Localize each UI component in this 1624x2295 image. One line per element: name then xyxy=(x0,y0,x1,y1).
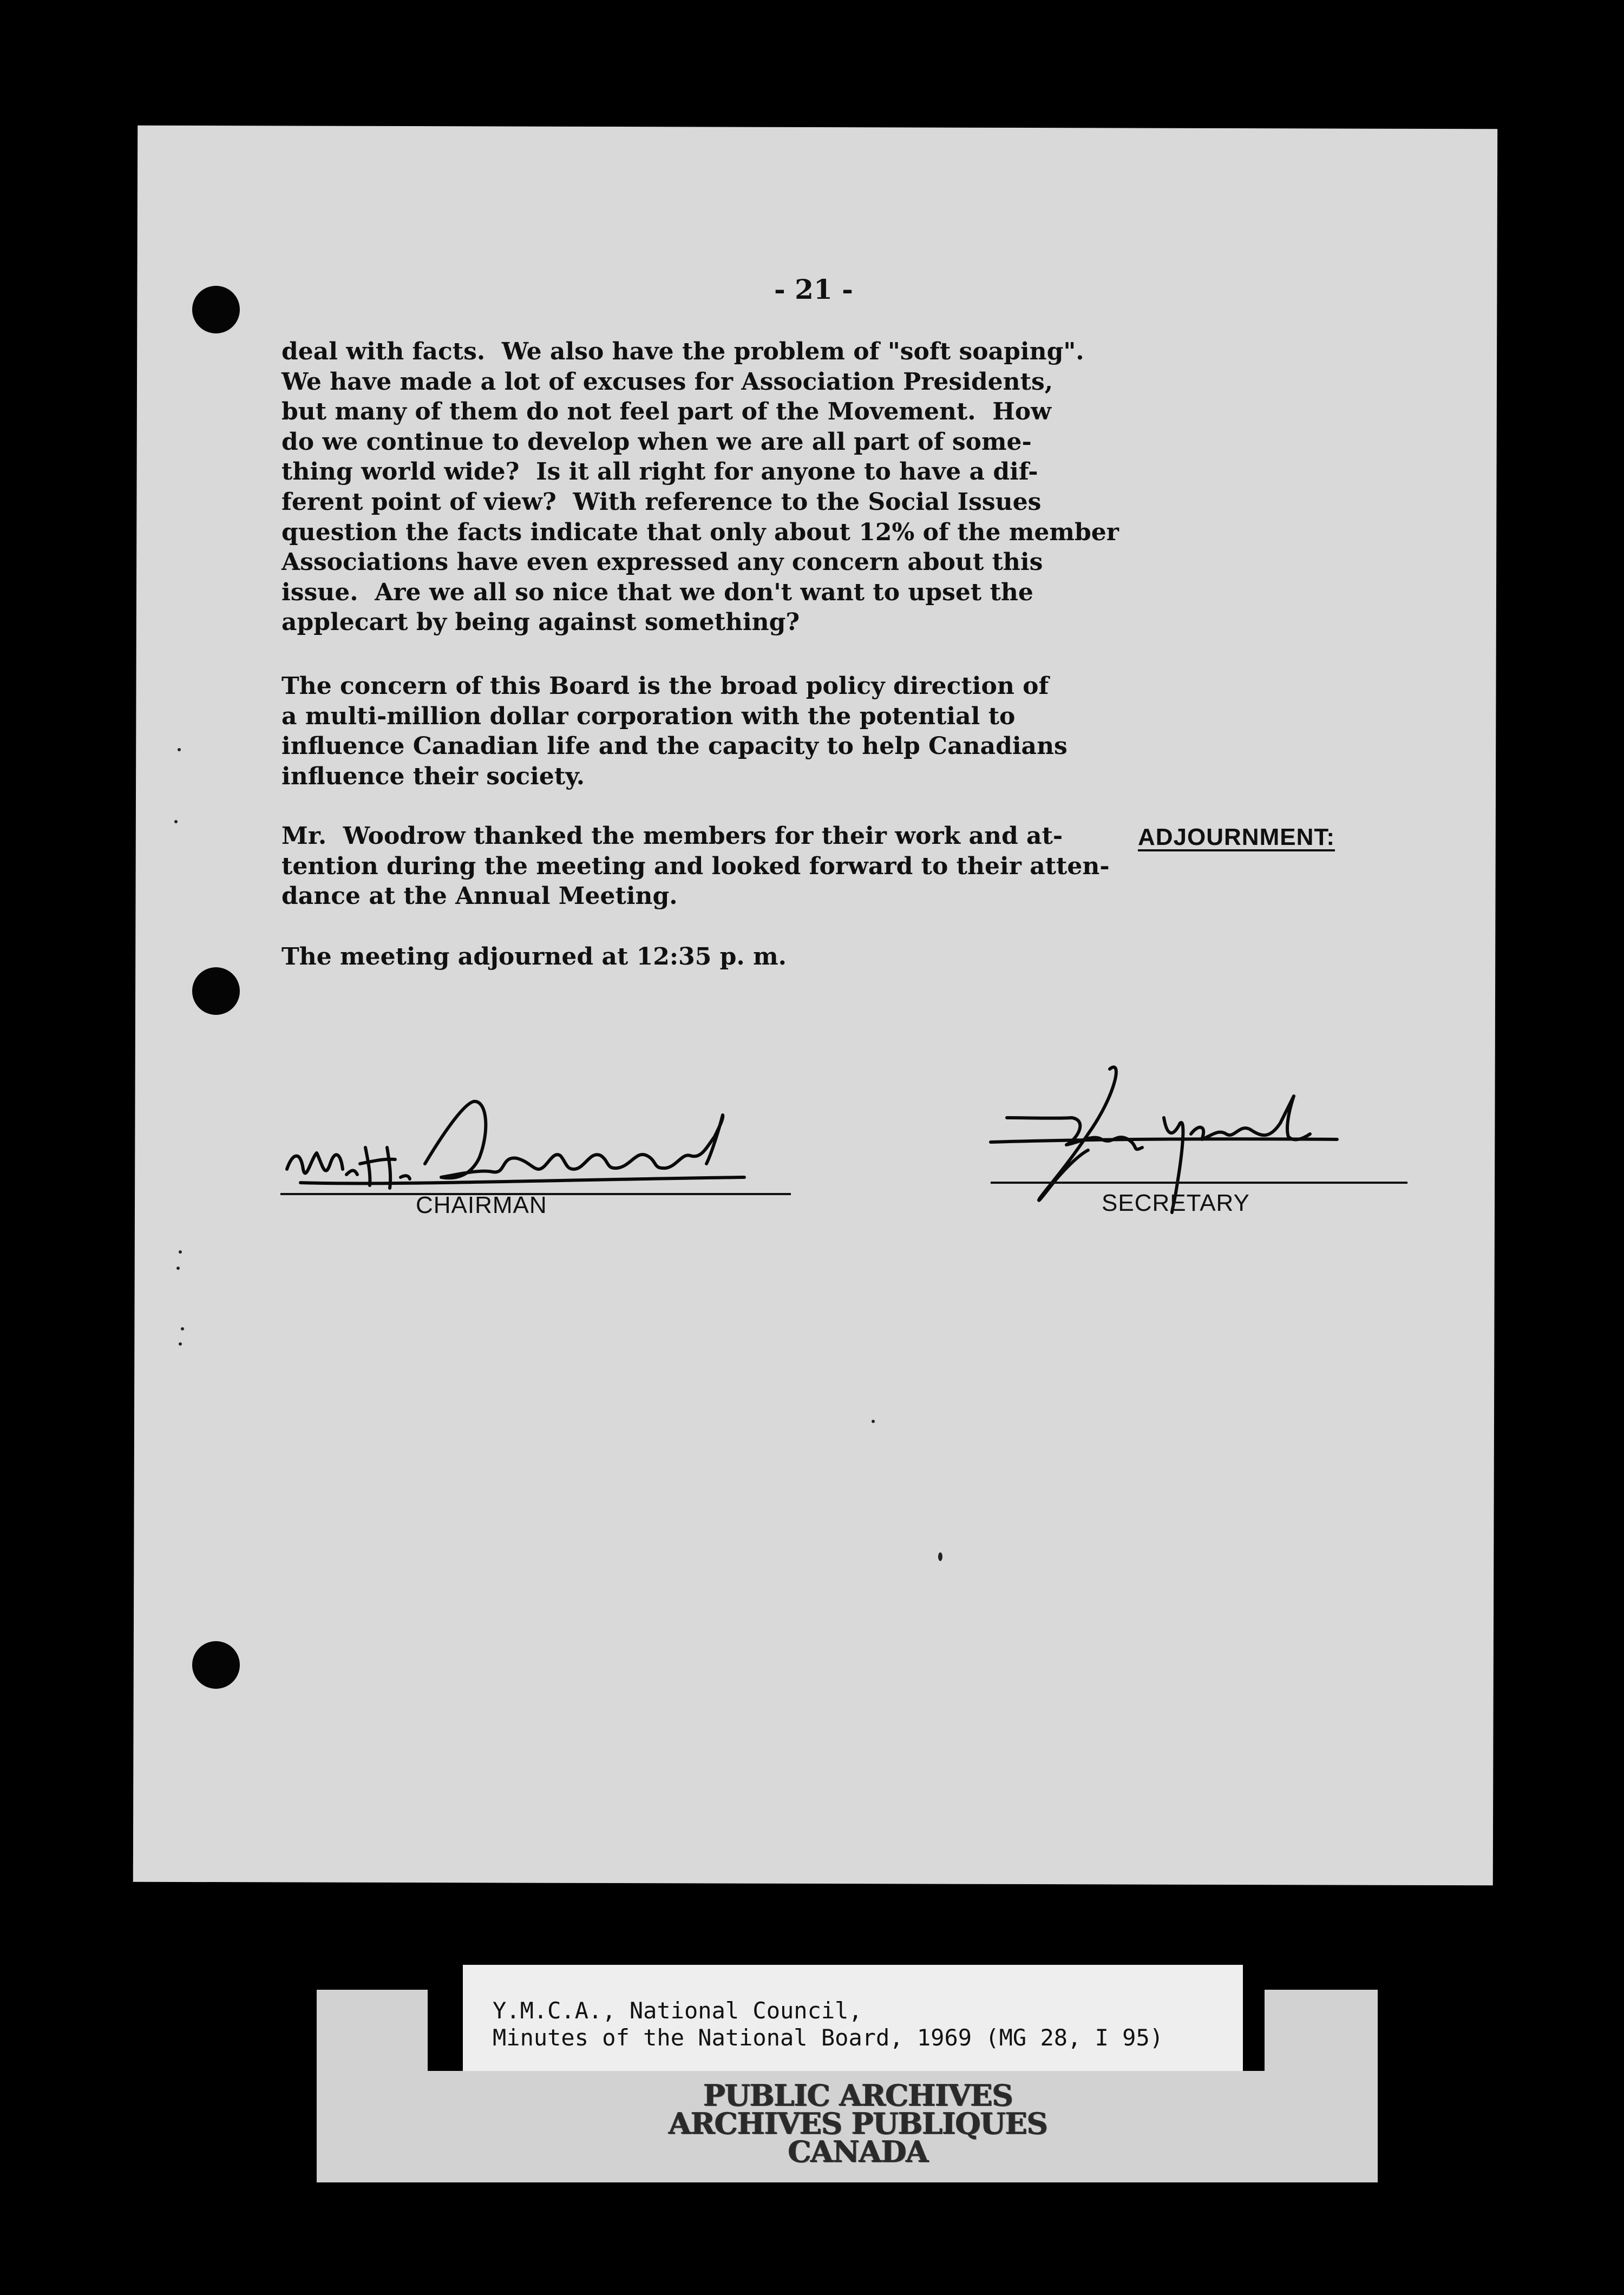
archive-reference-card xyxy=(463,1965,1243,2071)
archives-stamp-line-1: PUBLIC ARCHIVES xyxy=(703,2078,1013,2113)
paragraph-facts: deal with facts. We also have the problem of "soft soaping". We have made a lot of excuses for Association Presidents, but many of them do not feel part of the Movement. How do we continue to develop when we are all part of some- thing world wide? Is it all right for anyone to have a dif- ferent point of view? With reference to the Social Issues question the facts indicate that only about 12% of the member Associations have even expressed any concern about this issue. Are we all so nice that we don't want to upset the applecart by being against something? xyxy=(281,338,1119,637)
paragraph-woodrow-thanks: Mr. Woodrow thanked the members for their work and at- tention during the meeting and looked forward to their atten- dance at the Annual Meeting. xyxy=(281,822,1110,910)
adjournment-heading: ADJOURNMENT: xyxy=(1138,824,1335,850)
scan-speck xyxy=(938,1552,942,1561)
scan-speck xyxy=(181,1327,184,1330)
punch-hole-bottom xyxy=(192,1641,240,1689)
scan-speck xyxy=(872,1420,875,1423)
chairman-signature xyxy=(279,1088,793,1207)
scan-speck xyxy=(176,1267,180,1270)
archives-stamp xyxy=(587,2078,1129,2169)
scan-speck xyxy=(179,1250,182,1254)
secretary-caption: SECRETARY xyxy=(1102,1190,1250,1216)
archive-reference-line-2: Minutes of the National Board, 1969 (MG 28, I 95) xyxy=(493,2024,1164,2051)
scan-speck xyxy=(178,748,181,751)
archives-stamp-line-3: CANADA xyxy=(788,2134,928,2169)
archives-stamp-line-2: ARCHIVES PUBLIQUES xyxy=(669,2106,1047,2141)
scan-speck xyxy=(179,1342,182,1346)
page-number: - 21 - xyxy=(774,273,853,305)
paragraph-board-concern: The concern of this Board is the broad policy direction of a multi-million dollar corporation with the potential to influence Canadian life and the capacity to help Canadians influence their society. xyxy=(281,672,1068,790)
punch-hole-top xyxy=(192,286,240,333)
punch-hole-middle xyxy=(192,967,240,1015)
archive-reference-text xyxy=(463,1965,1163,2051)
archive-reference-line-1: Y.M.C.A., National Council, xyxy=(493,1997,862,2024)
archive-label-notch xyxy=(1243,1979,1265,2071)
secretary-signature-line xyxy=(991,1182,1407,1184)
chairman-caption: CHAIRMAN xyxy=(416,1192,547,1218)
paragraph-adjourned: The meeting adjourned at 12:35 p. m. xyxy=(281,943,787,971)
archive-label-notch xyxy=(428,1979,463,2071)
scan-speck xyxy=(174,820,178,823)
